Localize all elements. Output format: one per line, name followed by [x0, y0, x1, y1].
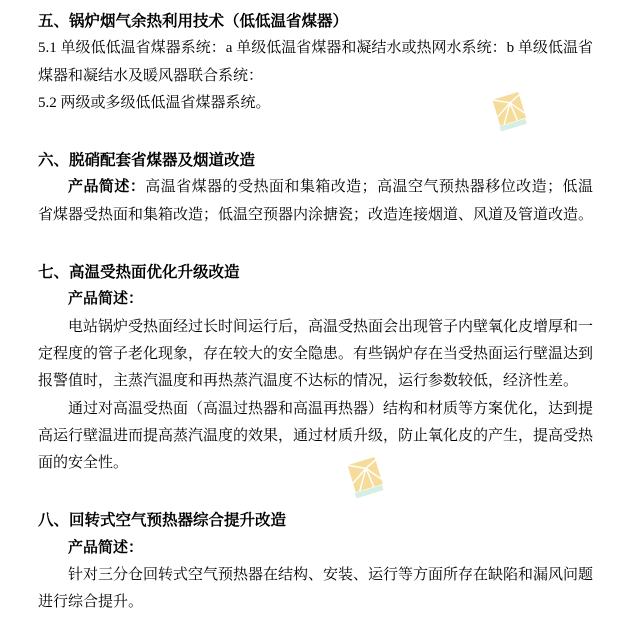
product-summary-text: 高温省煤器的受热面和集箱改造；高温空气预热器移位改造；低温省煤器受热面和集箱改造；低温空预器内涂搪瓷；改造连接烟道、风道及管道改造。: [38, 179, 594, 223]
clause-5-2: 5.2 两级或多级低低温省煤器系统。: [38, 94, 271, 111]
section-6-summary: [38, 174, 593, 229]
section-8-heading: 八、回转式空气预热器综合提升改造: [38, 512, 287, 530]
section-5-heading: 五、锅炉烟气余热利用技术（低低温省煤器）: [38, 13, 349, 30]
section-7-heading: 七、高温受热面优化升级改造: [38, 264, 240, 282]
document-page: [0, 8, 621, 617]
product-summary-label: 产品简述：: [68, 179, 146, 196]
clause-5-1: 5.1 单级低低温省煤器系统：a 单级低温省煤器和凝结水或热网水系统：b 单级低温省煤器和凝结水及暖风器联合系统：: [38, 40, 593, 84]
section-7-paragraph-2: 通过对高温受热面（高温过热器和高温再热器）结构和材质等方案优化，达到提高运行壁温进而提高蒸汽温度的效果，通过材质升级，防止氧化皮的产生，提高受热面的安全性。: [38, 400, 594, 472]
product-summary-label: 产品简述：: [68, 291, 144, 308]
product-summary-label: 产品简述：: [68, 539, 144, 556]
section-6-heading: 六、脱硝配套省煤器及烟道改造: [38, 152, 256, 170]
section-7-paragraph-1: 电站锅炉受热面经过长时间运行后，高温受热面会出现管子内壁氧化皮增厚和一定程度的管子老化现象，存在较大的安全隐患。有些锅炉存在当受热面运行壁温达到报警值时，主蒸汽温度和再热蒸汽温度不达标的情况，运行参数较低，经济性差。: [38, 318, 594, 390]
section-8-paragraph-1: 针对三分仓回转式空气预热器在结构、安装、运行等方面所存在缺陷和漏风问题进行综合提升。: [38, 567, 594, 611]
